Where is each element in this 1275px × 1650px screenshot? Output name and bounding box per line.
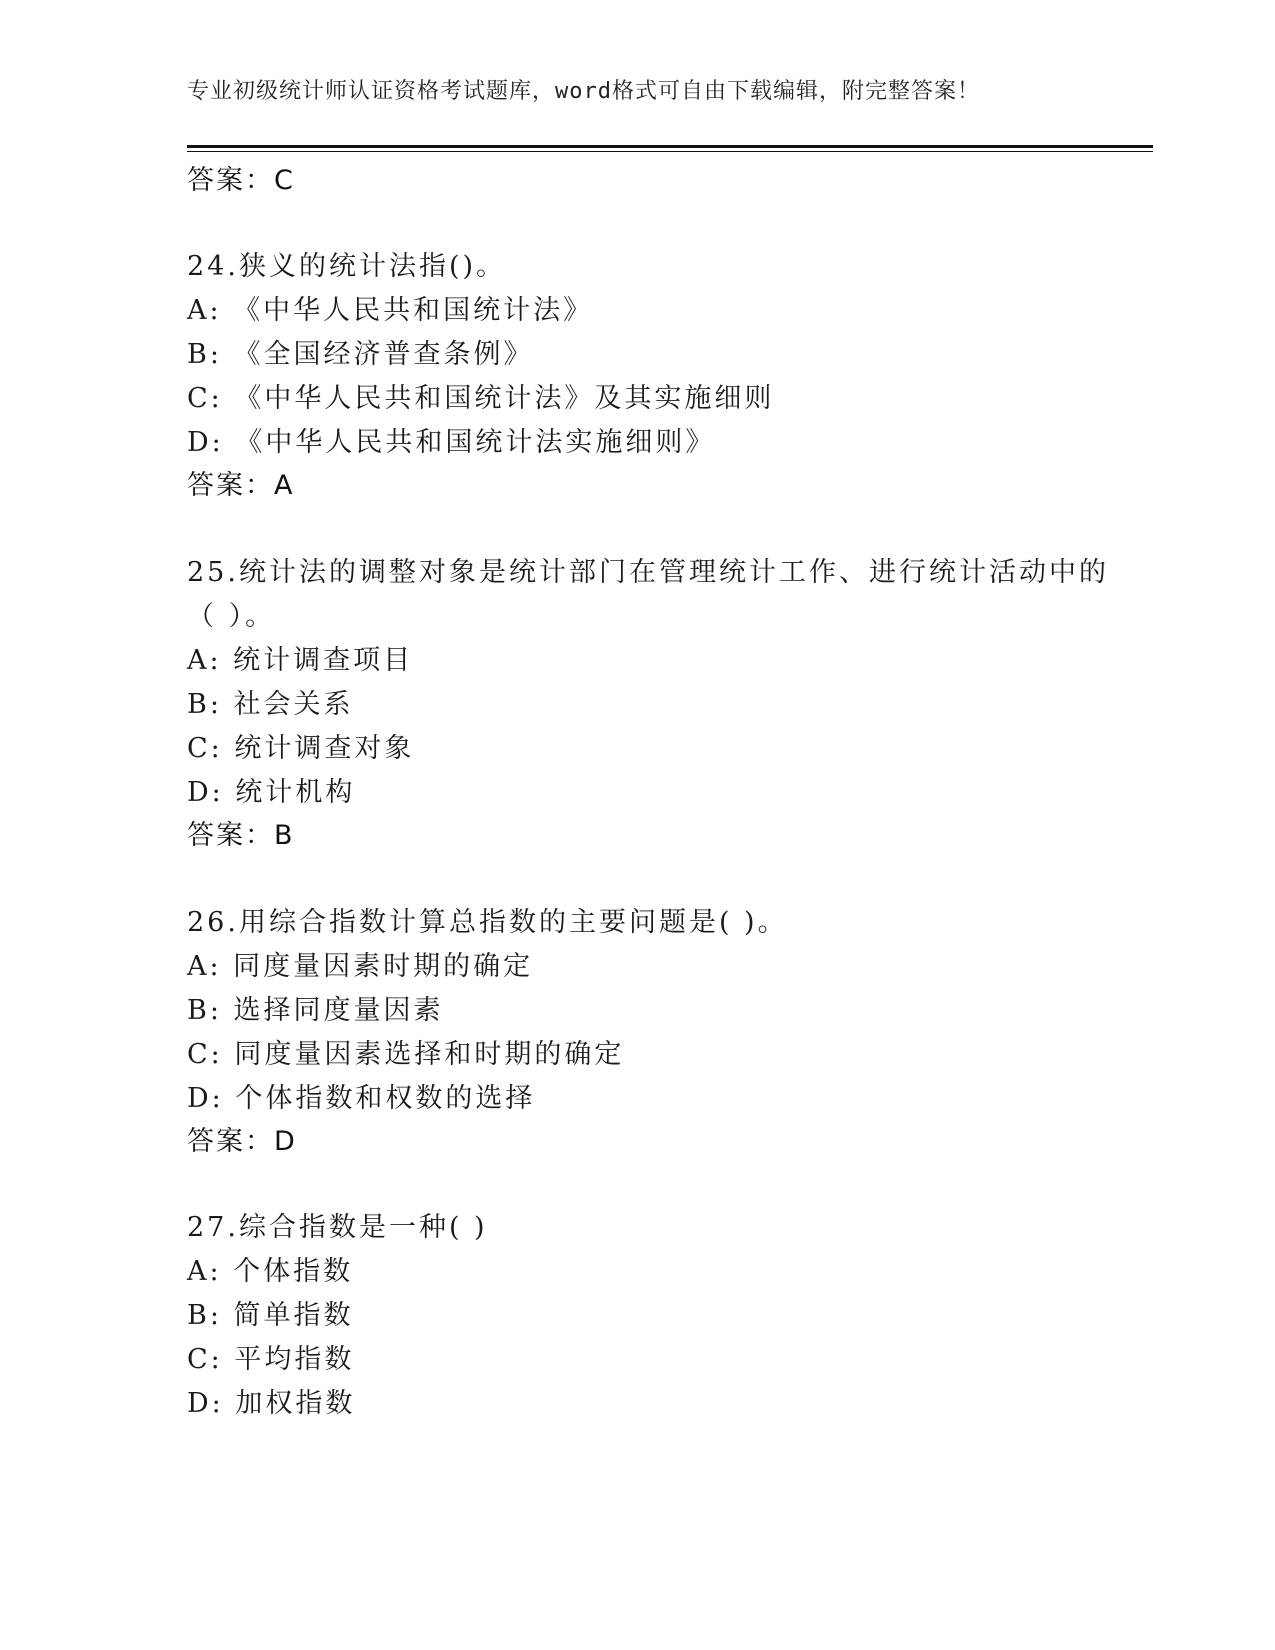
answer-23: 答案：C [187,165,295,196]
question-24-option-a: A: 《中华人民共和国统计法》 [187,295,594,326]
answer-24: 答案：A [187,470,295,501]
question-27-option-a: A: 个体指数 [187,1256,354,1287]
question-27-stem: 27.综合指数是一种( ) [187,1212,488,1243]
answer-26: 答案：D [187,1126,297,1157]
question-24-option-d: D: 《中华人民共和国统计法实施细则》 [187,427,716,458]
question-26-option-b: B: 选择同度量因素 [187,995,444,1026]
question-27-option-b: B: 简单指数 [187,1300,354,1331]
question-26-stem: 26.用综合指数计算总指数的主要问题是( )。 [187,907,788,938]
question-27-option-c: C: 平均指数 [187,1344,355,1375]
question-25-option-b: B: 社会关系 [187,689,354,720]
question-27-option-d: D: 加权指数 [187,1388,356,1419]
question-25-stem-cont: （ ）。 [187,601,276,632]
question-24-option-c: C: 《中华人民共和国统计法》及其实施细则 [187,383,775,414]
page-header: 专业初级统计师认证资格考试题库，word格式可自由下载编辑，附完整答案！ [187,79,980,104]
question-26-option-a: A: 同度量因素时期的确定 [187,951,534,982]
header-rule-thick [187,145,1153,148]
question-25-option-c: C: 统计调查对象 [187,733,415,764]
header-rule-thin [187,151,1153,152]
question-25-stem: 25.统计法的调整对象是统计部门在管理统计工作、进行统计活动中的 [187,557,1109,588]
answer-25: 答案：B [187,820,295,851]
question-25-option-d: D: 统计机构 [187,777,356,808]
question-25-option-a: A: 统计调查项目 [187,645,414,676]
question-24-option-b: B: 《全国经济普查条例》 [187,339,534,370]
question-26-option-c: C: 同度量因素选择和时期的确定 [187,1039,625,1070]
question-26-option-d: D: 个体指数和权数的选择 [187,1083,536,1114]
question-24-stem: 24.狭义的统计法指()。 [187,251,507,282]
